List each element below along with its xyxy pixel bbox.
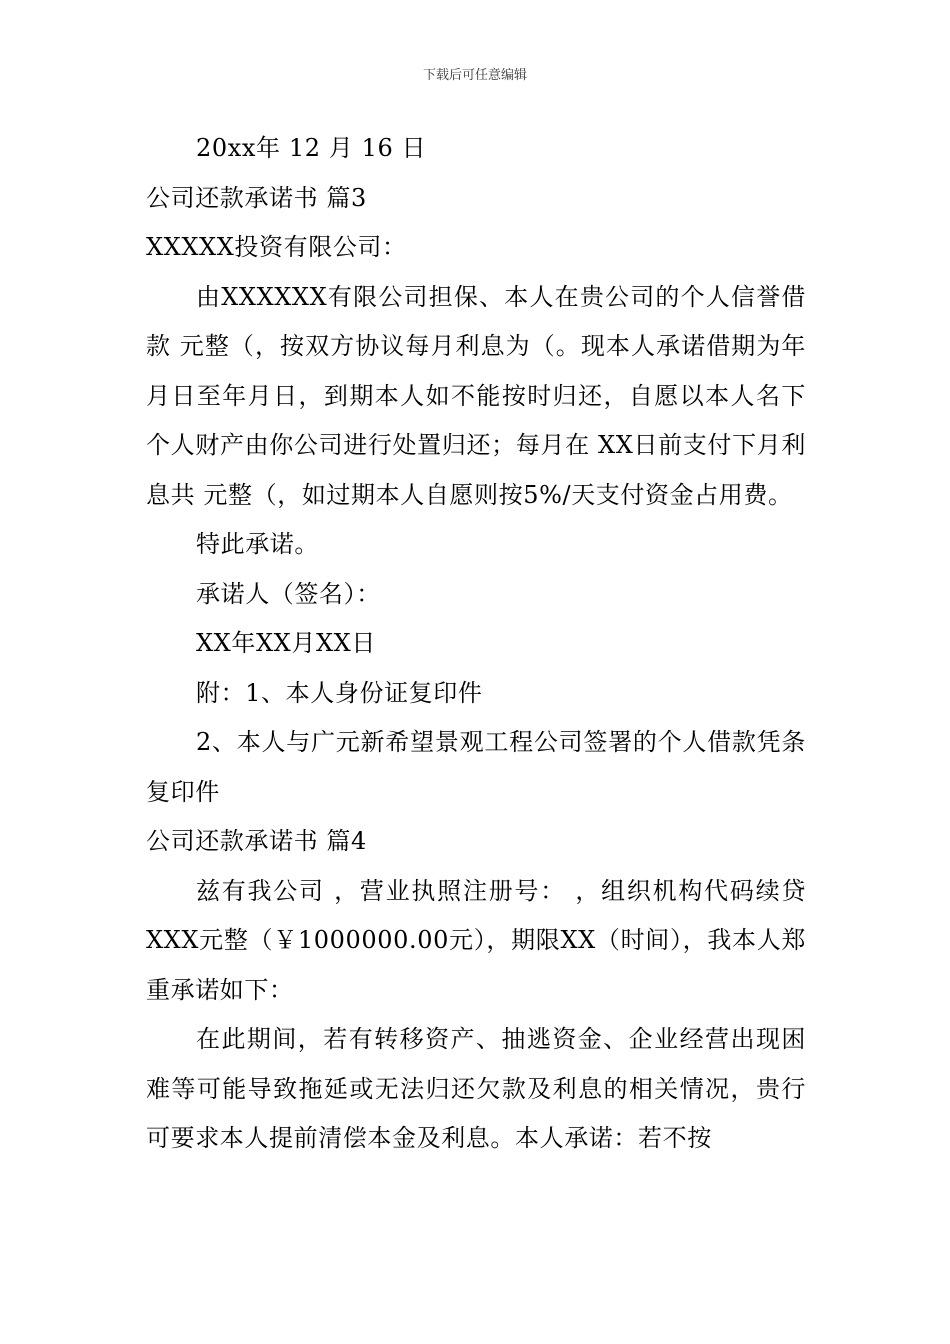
- special-commitment: 特此承诺。: [196, 530, 319, 558]
- attachment-2: 2、本人与广元新希望景观工程公司签署的个人借款凭条复印件: [146, 728, 806, 806]
- section-title-3: 公司还款承诺书 篇3: [146, 183, 367, 212]
- date-line: 20xx年 12 月 16 日: [196, 134, 427, 162]
- attachment-1: 附：1、本人身份证复印件: [196, 678, 483, 707]
- paragraph-risk-terms: 在此期间，若有转移资产、抽逃资金、企业经营出现困难等可能导致拖延或无法归还欠款及利息的相关情况，贵行可要求本人提前清偿本金及利息。本人承诺：若不按: [146, 1025, 806, 1152]
- addressee: XXXXX投资有限公司：: [146, 233, 407, 261]
- signer-line: 承诺人（签名）：: [196, 579, 381, 608]
- section-title-4: 公司还款承诺书 篇4: [146, 827, 367, 855]
- document-body: [146, 124, 806, 1164]
- page-header-note: 下载后可任意编辑: [422, 68, 527, 83]
- paragraph-company-loan: 兹有我公司 ，营业执照注册号： ，组织机构代码续贷 XXX元整（￥1000000.00元），期限XX（时间），我本人郑重承诺如下：: [146, 876, 806, 1004]
- paragraph-loan-terms: 由XXXXXX有限公司担保、本人在贵公司的个人信誉借款 元整（，按双方协议每月利息为（。现本人承诺借期为年月日至年月日，到期本人如不能按时归还，自愿以本人名下个人财产由你公司进行处置归还；每月在 XX日前支付下月利息共 元整（，如过期本人自愿则按5%/天支付资金占用费。: [146, 282, 806, 509]
- sign-date: XX年XX月XX日: [196, 629, 376, 657]
